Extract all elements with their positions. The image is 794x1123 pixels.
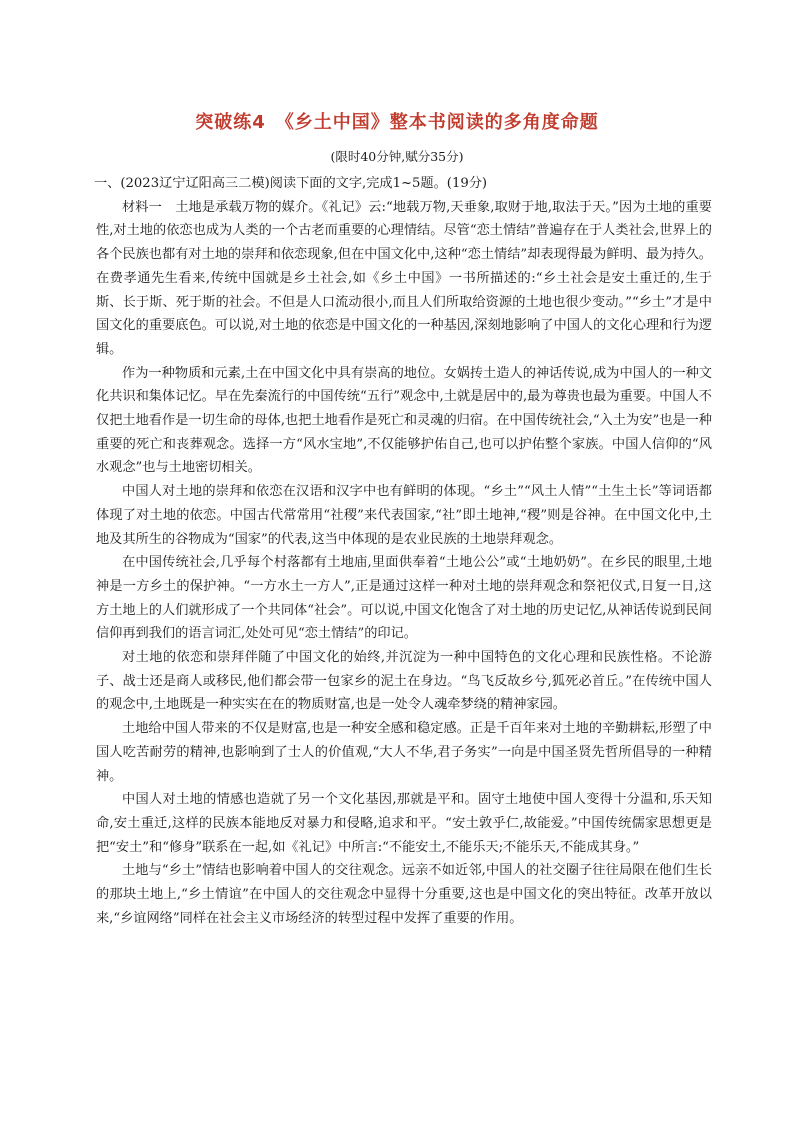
paragraph-2: 作为一种物质和元素,土在中国文化中具有崇高的地位。女娲抟土造人的神话传说,成为中国人的一种文化共识和集体记忆。早在先秦流行的中国传统“五行”观念中,土就是居中的,最为尊贵也最为重要。中国人不仅把土地看作是一切生命的母体,也把土地看作是死亡和灵魂的归宿。在中国传统社会,“入土为安”也是一种重要的死亡和丧葬观念。选择一方“风水宝地”,不仅能够护佑自己,也可以护佑整个家族。中国人信仰的“风水观念”也与土地密切相关。 — [96, 365, 712, 476]
question-header: 一、(2023辽宁辽阳高三二模)阅读下面的文字,完成1~5题。(19分) — [94, 176, 488, 191]
article-body — [96, 172, 712, 931]
paragraph-5: 对土地的依恋和崇拜伴随了中国文化的始终,并沉淀为一种中国特色的文化心理和民族性格。不论游子、战士还是商人或移民,他们都会带一包家乡的泥土在身边。“鸟飞反故乡兮,狐死必首丘。”在传统中国人的观念中,土地既是一种实实在在的物质财富,也是一处令人魂牵梦绕的精神家园。 — [96, 650, 712, 713]
page-title: 突破练4 《乡土中国》整本书阅读的多角度命题 — [195, 112, 599, 133]
paragraph-7: 中国人对土地的情感也造就了另一个文化基因,那就是平和。固守土地使中国人变得十分温和,乐天知命,安土重迁,这样的民族本能地反对暴力和侵略,追求和平。“安土敦乎仁,故能爱。”中国传统儒家思想更是把“安土”和“修身”联系在一起,如《礼记》中所言:“不能安土,不能乐天;不能乐天,不能成其身。” — [96, 792, 712, 855]
paragraph-4: 在中国传统社会,几乎每个村落都有土地庙,里面供奉着“土地公公”或“土地奶奶”。在乡民的眼里,土地神是一方乡土的保护神。“一方水土一方人”,正是通过这样一种对土地的崇拜观念和祭祀仪式,日复一日,这方土地上的人们就形成了一个共同体“社会”。可以说,中国文化饱含了对土地的历史记忆,从神话传说到民间信仰再到我们的语言词汇,处处可见“恋土情结”的印记。 — [96, 555, 712, 642]
paragraph-1: 材料一 土地是承载万物的媒介。《礼记》云:“地载万物,天垂象,取财于地,取法于天。”因为土地的重要性,对土地的依恋也成为人类的一个古老而重要的心理情结。尽管“恋土情结”普遍存在于人类社会,世界上的各个民族也都有对土地的崇拜和依恋现象,但在中国文化中,这种“恋土情结”却表现得最为鲜明、最为持久。在费孝通先生看来,传统中国就是乡土社会,如《乡土中国》一书所描述的:“乡土社会是安土重迁的,生于斯、长于斯、死于斯的社会。不但是人口流动很小,而且人们所取给资源的土地也很少变动。”“乡土”才是中国文化的重要底色。可以说,对土地的依恋是中国文化的一种基因,深刻地影响了中国人的文化心理和行为逻辑。 — [96, 199, 712, 357]
paragraph-6: 土地给中国人带来的不仅是财富,也是一种安全感和稳定感。正是千百年来对土地的辛勤耕耘,形塑了中国人吃苦耐劳的精神,也影响到了士人的价值观,“大人不华,君子务实”一向是中国圣贤先哲所倡导的一种精神。 — [96, 721, 712, 784]
paragraph-8: 土地与“乡土”情结也影响着中国人的交往观念。远亲不如近邻,中国人的社交圈子往往局限在他们生长的那块土地上,“乡土情谊”在中国人的交往观念中显得十分重要,这也是中国文化的突出特征。改革开放以来,“乡谊网络”同样在社会主义市场经济的转型过程中发挥了重要的作用。 — [96, 863, 712, 926]
paragraph-3: 中国人对土地的崇拜和依恋在汉语和汉字中也有鲜明的体现。“乡土”“风土人情”“土生土长”等词语都体现了对土地的依恋。中国古代常常用“社稷”来代表国家,“社”即土地神,“稷”则是谷神。在中国文化中,土地及其所生的谷物成为“国家”的代表,这当中体现的是农业民族的土地崇拜观念。 — [96, 484, 712, 547]
time-limit-note: (限时40分钟,赋分35分) — [330, 149, 464, 164]
